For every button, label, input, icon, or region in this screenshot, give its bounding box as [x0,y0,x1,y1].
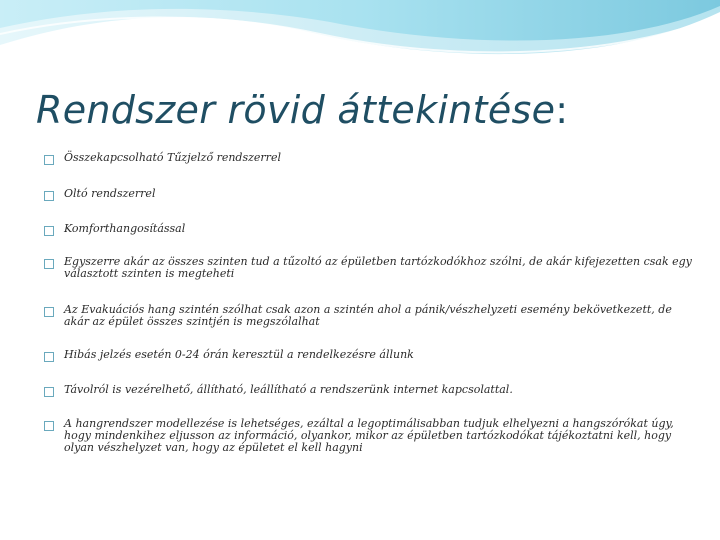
checkbox-bullet-icon [44,352,54,362]
list-item-text: Komforthangosítással [64,222,186,235]
checkbox-bullet-icon [44,259,54,269]
list-item-text: Hibás jelzés esetén 0-24 órán keresztül a rendelkezésre állunk [64,348,414,361]
checkbox-bullet-icon [44,421,54,431]
checkbox-bullet-icon [44,155,54,165]
list-item [44,188,694,201]
list-item [44,418,694,454]
slide-title [36,88,568,132]
checkbox-bullet-icon [44,226,54,236]
list-item [44,304,694,328]
checkbox-bullet-icon [44,191,54,201]
slide-title-text: Rendszer rövid áttekintése [36,88,556,132]
list-item-text: Távolról is vezérelhető, állítható, leállítható a rendszerünk internet kapcsolattal. [64,383,513,396]
list-item-text: Egyszerre akár az összes szinten tud a tűzoltó az épületben tartózkodókhoz szólni, de akár kifejezetten csak egy választott szinten is megteheti [64,255,692,280]
slide-title-colon: : [555,88,569,132]
list-item-text: Oltó rendszerrel [64,187,156,200]
list-item-text: Összekapcsolható Tűzjelző rendszerrel [64,151,281,164]
list-item [44,384,694,397]
header-wave-decoration [0,0,720,80]
list-item [44,256,694,280]
list-item [44,223,694,236]
list-item-text: A hangrendszer modellezése is lehetséges, ezáltal a legoptimálisabban tudjuk elhelyezni a hangszórókat úgy, hogy mindenkihez eljusson az információ, olyankor, mikor az épületben tartózkodókat tájékoztatni kell, hogy olyan vészhelyzet van, hogy az épületet el kell hagyni [64,417,674,454]
list-item [44,152,694,165]
list-item [44,349,694,362]
list-item-text: Az Evakuációs hang szintén szólhat csak azon a szintén ahol a pánik/vészhelyzeti esemény bekövetkezett, de akár az épület összes szintjén is megszólalhat [64,303,672,328]
checkbox-bullet-icon [44,387,54,397]
checkbox-bullet-icon [44,307,54,317]
